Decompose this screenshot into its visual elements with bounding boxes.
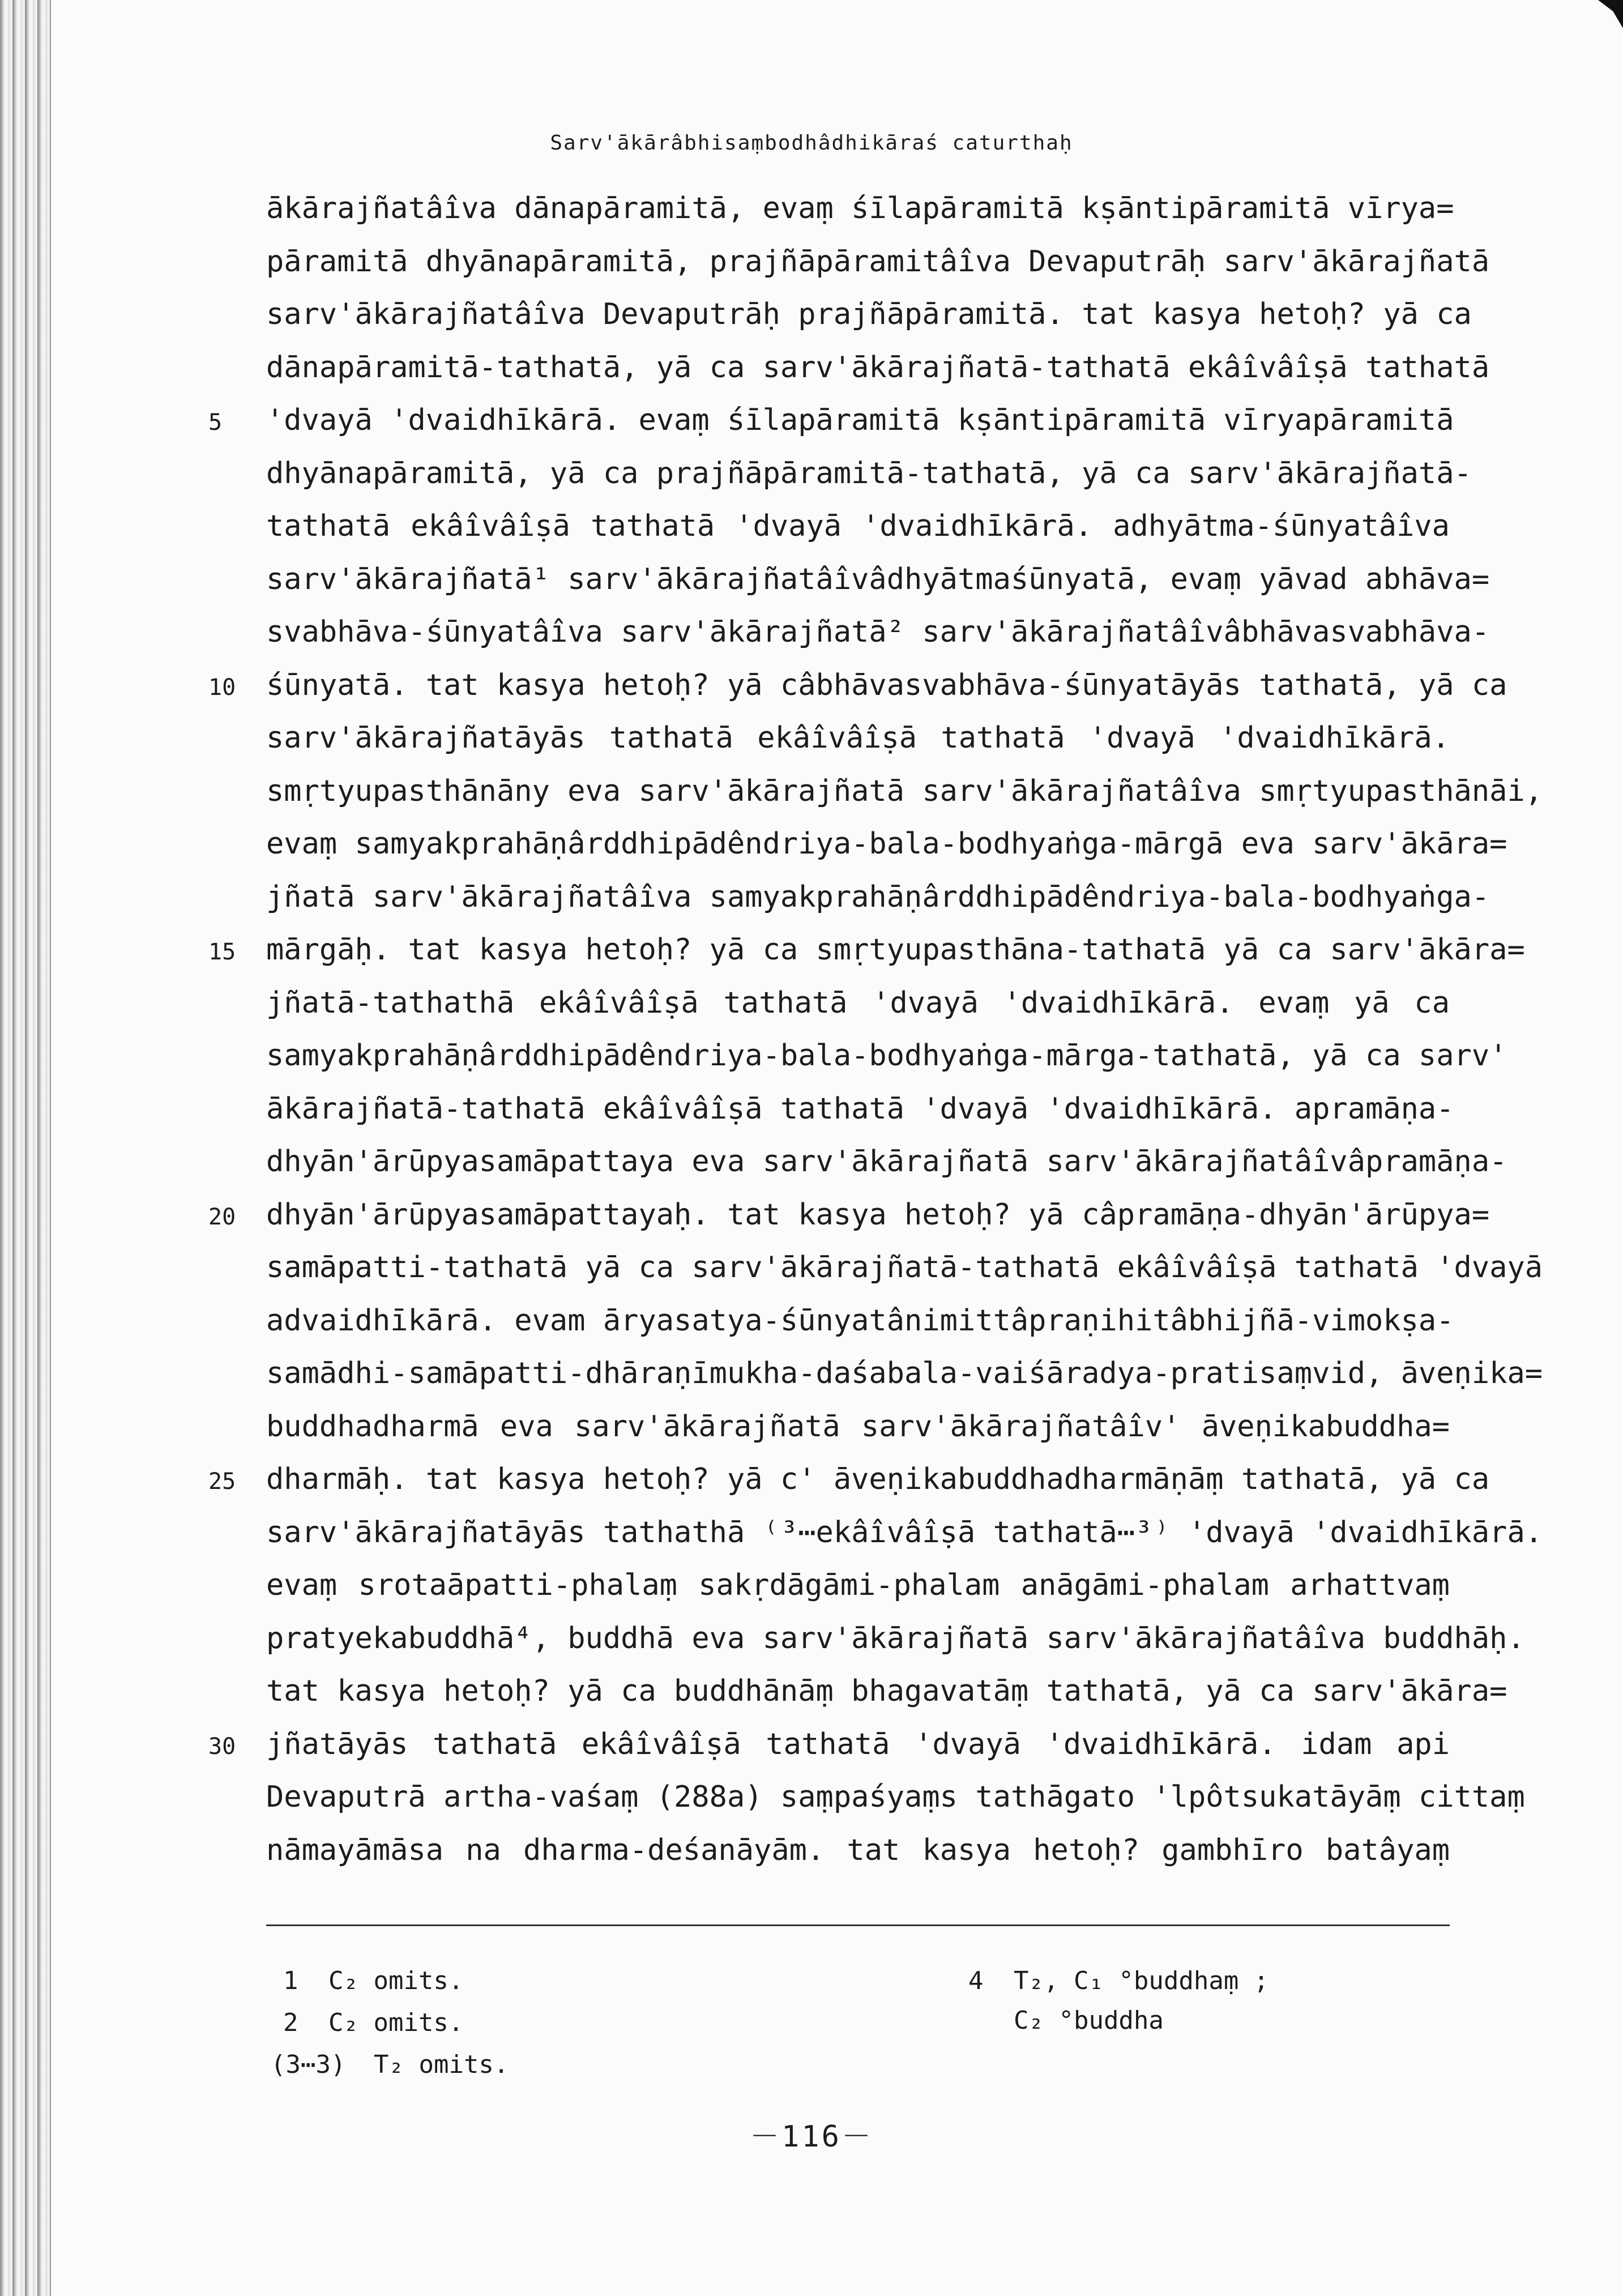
text-line: dhyān'ārūpyasamāpattayaḥ. tat kasya hetoḥ? yā câpramāṇa-dhyān'ārūpya=: [266, 1198, 1490, 1232]
text-line: sarv'ākārajñatâîva Devaputrāḥ prajñāpāramitā. tat kasya hetoḥ? yā ca: [266, 297, 1472, 331]
text-line: dhyānapāramitā, yā ca prajñāpāramitā-tathatā, yā ca sarv'ākārajñatā-: [266, 456, 1472, 490]
running-head: Sarv'ākārâbhisaṃbodhâdhikāraś caturthaḥ: [550, 131, 1073, 155]
text-line: śūnyatā. tat kasya hetoḥ? yā câbhāvasvabhāva-śūnyatāyās tathatā, yā ca: [266, 668, 1507, 702]
text-line: sarv'ākārajñatāyās tathatā ekâîvâîṣā tathatā 'dvayā 'dvaidhīkārā.: [266, 721, 1450, 755]
line-number: [208, 775, 263, 809]
text-line: ākārajñatā-tathatā ekâîvâîṣā tathatā 'dvayā 'dvaidhīkārā. apramāṇa-: [266, 1092, 1454, 1126]
line-number: [208, 1040, 263, 1074]
text-line: tat kasya hetoḥ? yā ca buddhānāṃ bhagavatāṃ tathatā, yā ca sarv'ākāra=: [266, 1674, 1507, 1708]
line-number: [208, 881, 263, 915]
line-number: [208, 510, 263, 544]
text-line: pratyekabuddhā⁴, buddhā eva sarv'ākārajñatā sarv'ākārajñatâîva buddhāḥ.: [266, 1621, 1525, 1655]
line-number: [208, 1146, 263, 1180]
line-number: [208, 1093, 263, 1127]
line-number: [208, 246, 263, 280]
line-number: [208, 193, 263, 227]
text-line: nāmayāmāsa na dharma-deśanāyām. tat kasya hetoḥ? gambhīro batâyaṃ: [266, 1833, 1450, 1867]
text-line: sarv'ākārajñatā¹ sarv'ākārajñatâîvâdhyātmaśūnyatā, evaṃ yāvad abhāva=: [266, 562, 1490, 596]
line-number: [208, 828, 263, 862]
footnote-4-text: T₂, C₁ °buddhaṃ ;: [1014, 1966, 1269, 1995]
footnote-1-text: C₂ omits.: [328, 1966, 464, 1995]
text-line: tathatā ekâîvâîṣā tathatā 'dvayā 'dvaidhīkārā. adhyātma-śūnyatâîva: [266, 509, 1450, 543]
line-number: [208, 1569, 263, 1603]
line-number: [208, 1411, 263, 1445]
text-line: smṛtyupasthānāny eva sarv'ākārajñatā sarv'ākārajñatâîva smṛtyupasthānāi,: [266, 774, 1543, 808]
line-number: 25: [208, 1469, 236, 1495]
footnote-2-text: C₂ omits.: [328, 2008, 464, 2037]
text-line: samyakprahāṇârddhipādêndriya-bala-bodhyaṅga-mārga-tathatā, yā ca sarv': [266, 1039, 1507, 1073]
scan-binding-shadow: [0, 0, 51, 2296]
text-line: Devaputrā artha-vaśaṃ (288a) saṃpaśyaṃs tathāgato 'lpôtsukatāyāṃ cittaṃ: [266, 1780, 1525, 1814]
line-number: [208, 722, 263, 756]
footnote-divider: [266, 1924, 1450, 1926]
text-line: buddhadharmā eva sarv'ākārajñatā sarv'ākārajñatâîv' āveṇikabuddha=: [266, 1410, 1450, 1444]
line-number: 20: [208, 1204, 236, 1230]
footnote-4-mark: 4: [968, 1966, 984, 1995]
footnote-2-mark: 2: [283, 2008, 298, 2037]
line-number: 30: [208, 1734, 236, 1760]
text-line: samāpatti-tathatā yā ca sarv'ākārajñatā-tathatā ekâîvâîṣā tathatā 'dvayā: [266, 1251, 1543, 1284]
text-line: jñatāyās tathatā ekâîvâîṣā tathatā 'dvayā 'dvaidhīkārā. idam api: [266, 1727, 1450, 1761]
line-number: [208, 1358, 263, 1392]
text-line: pāramitā dhyānapāramitā, prajñāpāramitâîva Devaputrāḥ sarv'ākārajñatā: [266, 245, 1490, 279]
text-line: sarv'ākārajñatāyās tathathā ⁽³⋯ekâîvâîṣā tathatā⋯³⁾ 'dvayā 'dvaidhīkārā.: [266, 1516, 1543, 1550]
text-line: dharmāḥ. tat kasya hetoḥ? yā c' āveṇikabuddhadharmāṇāṃ tathatā, yā ca: [266, 1462, 1490, 1496]
line-number: 5: [208, 409, 223, 436]
text-line: jñatā-tathathā ekâîvâîṣā tathatā 'dvayā 'dvaidhīkārā. evaṃ yā ca: [266, 986, 1450, 1020]
line-number: [208, 1517, 263, 1551]
line-number: [208, 987, 263, 1021]
line-number: [208, 1252, 263, 1286]
line-number: [208, 1834, 263, 1868]
footnote-3-text: T₂ omits.: [374, 2050, 509, 2079]
text-line: advaidhīkārā. evam āryasatya-śūnyatânimittâpraṇihitâbhijñā-vimokṣa-: [266, 1304, 1454, 1338]
scan-corner-mark: [1598, 0, 1623, 28]
text-line: dhyān'ārūpyasamāpattaya eva sarv'ākārajñatā sarv'ākārajñatâîvâpramāṇa-: [266, 1145, 1507, 1179]
text-line: ākārajñatâîva dānapāramitā, evaṃ śīlapāramitā kṣāntipāramitā vīrya=: [266, 191, 1454, 225]
page-number: －116－: [750, 2120, 873, 2154]
footnote-4-continuation: C₂ °buddha: [1014, 2006, 1164, 2035]
line-number: [208, 616, 263, 650]
text-line: evaṃ srotaāpatti-phalaṃ sakṛdāgāmi-phalam anāgāmi-phalam arhattvaṃ: [266, 1568, 1450, 1602]
line-number: [208, 1675, 263, 1709]
text-line: mārgāḥ. tat kasya hetoḥ? yā ca smṛtyupasthāna-tathatā yā ca sarv'ākāra=: [266, 933, 1525, 967]
text-line: evaṃ samyakprahāṇârddhipādêndriya-bala-bodhyaṅga-mārgā eva sarv'ākāra=: [266, 827, 1507, 861]
line-number: [208, 352, 263, 386]
line-number: [208, 298, 263, 332]
text-line: samādhi-samāpatti-dhāraṇīmukha-daśabala-vaiśāradya-pratisaṃvid, āveṇika=: [266, 1356, 1543, 1390]
line-number: [208, 1781, 263, 1815]
text-line: 'dvayā 'dvaidhīkārā. evaṃ śīlapāramitā kṣāntipāramitā vīryapāramitā: [266, 403, 1454, 437]
footnote-3-mark: (3⋯3): [271, 2050, 346, 2079]
text-line: jñatā sarv'ākārajñatâîva samyakprahāṇârddhipādêndriya-bala-bodhyaṅga-: [266, 880, 1490, 914]
line-number: [208, 1305, 263, 1339]
line-number: [208, 458, 263, 492]
line-number: 15: [208, 939, 236, 965]
text-line: svabhāva-śūnyatâîva sarv'ākārajñatā² sarv'ākārajñatâîvâbhāvasvabhāva-: [266, 615, 1490, 649]
line-number: [208, 564, 263, 598]
text-line: dānapāramitā-tathatā, yā ca sarv'ākārajñatā-tathatā ekâîvâîṣā tathatā: [266, 351, 1490, 385]
line-number: [208, 1623, 263, 1657]
footnote-1-mark: 1: [283, 1966, 298, 1995]
line-number: 10: [208, 675, 236, 701]
